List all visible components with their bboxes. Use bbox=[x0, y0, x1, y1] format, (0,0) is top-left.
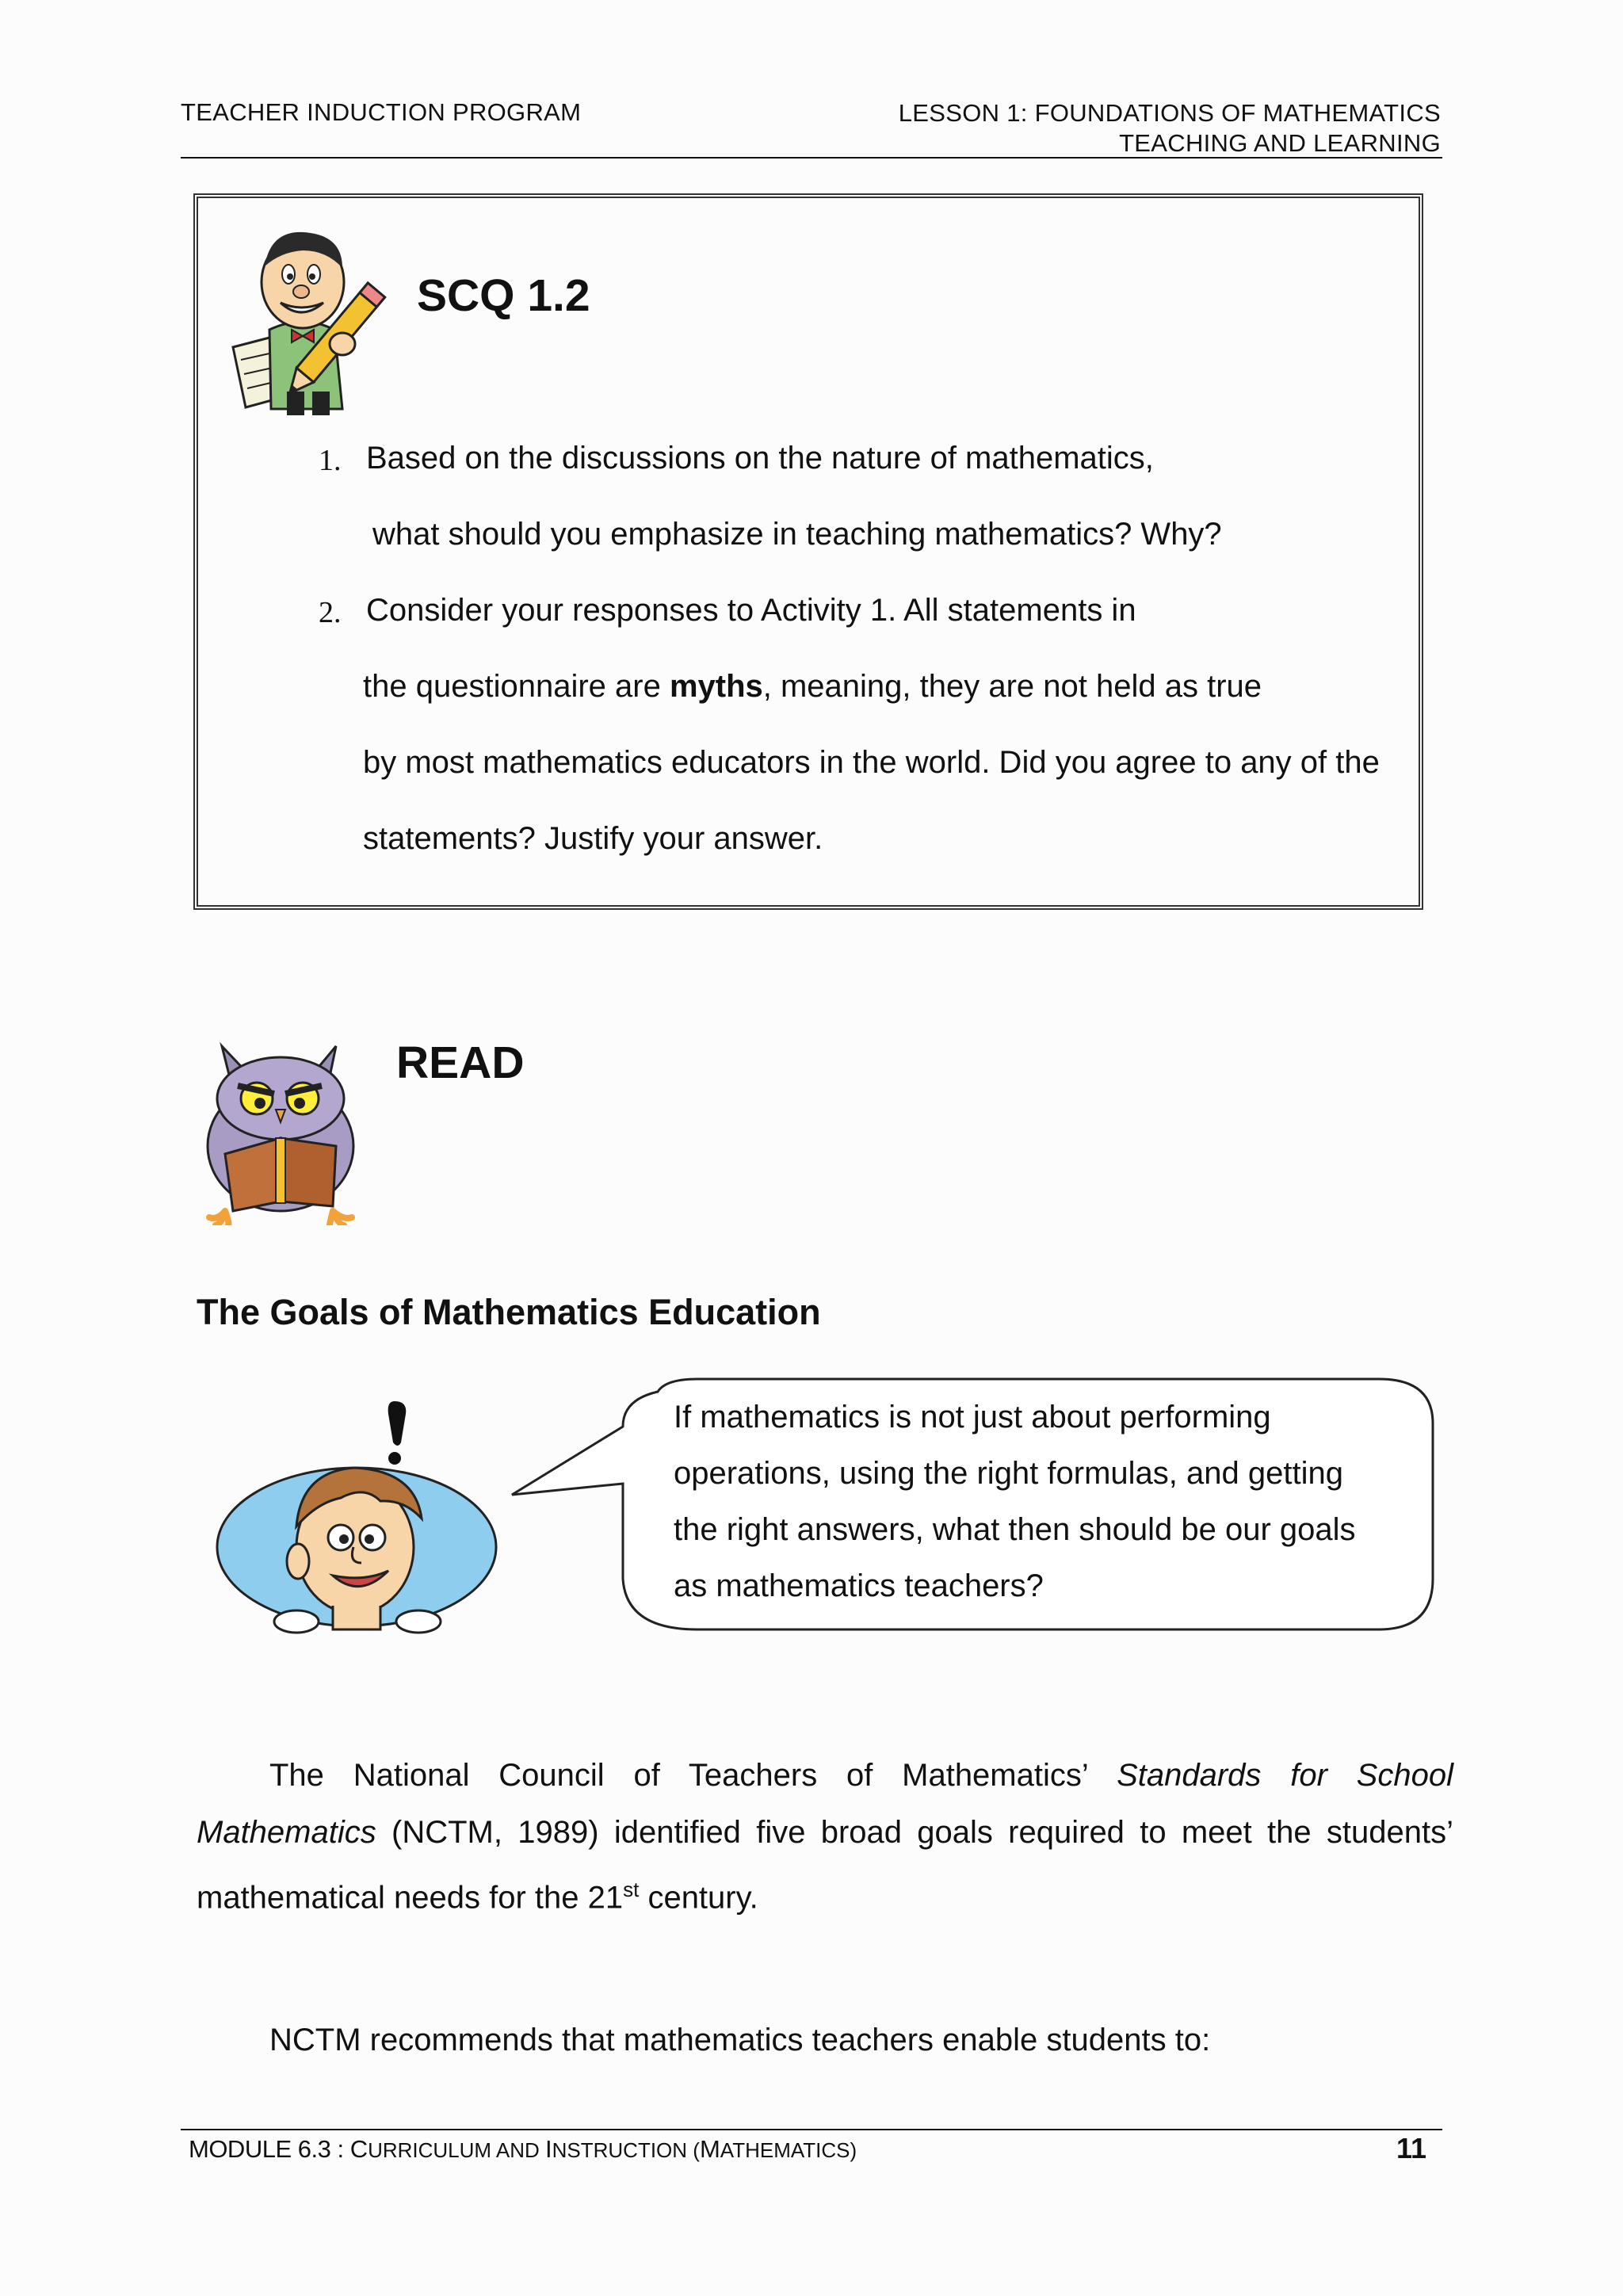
scq-item2-line3: by most mathematics educators in the world. Did you agree to any of the bbox=[363, 745, 1380, 780]
scq-item2-line2-pre: the questionnaire are bbox=[363, 669, 670, 704]
footer-rule bbox=[181, 2129, 1442, 2130]
footer-module-title bbox=[189, 2135, 857, 2164]
bubble-line-1: If mathematics is not just about performing bbox=[674, 1400, 1271, 1435]
p1-italic-title: Standards for School Mathematics bbox=[197, 1758, 1453, 1850]
p1-start: The National Council of Teachers of Mathematics’ bbox=[269, 1758, 1117, 1793]
reading-owl-icon bbox=[193, 1027, 384, 1225]
bubble-line-3: the right answers, what then should be our goals bbox=[674, 1512, 1356, 1547]
thinking-boy-icon bbox=[214, 1392, 515, 1637]
pencil-man-icon bbox=[223, 219, 390, 417]
footer-cap-m: M bbox=[699, 2135, 720, 2163]
footer-cap-i: I bbox=[545, 2135, 552, 2163]
p1-superscript: st bbox=[623, 1878, 640, 1901]
p1-mid: (NCTM, 1989) identified five broad goals required to meet the students’ mathematical needs for the 21 bbox=[197, 1815, 1453, 1916]
scq-item2-line1: Consider your responses to Activity 1. All statements in bbox=[366, 593, 1136, 628]
header-lesson-line1: LESSON 1: FOUNDATIONS OF MATHEMATICS bbox=[898, 99, 1441, 127]
scq-item2-line2-post: , meaning, they are not held as true bbox=[762, 669, 1262, 704]
scq-item2-line2 bbox=[363, 669, 1262, 705]
scq-item1-line2: what should you emphasize in teaching mathematics? Why? bbox=[372, 517, 1222, 552]
footer-cap-c: C bbox=[349, 2135, 369, 2163]
scq-title: SCQ 1.2 bbox=[417, 270, 590, 321]
paragraph-nctm-standards bbox=[197, 1747, 1453, 1926]
header-lesson-title bbox=[899, 98, 1441, 159]
header-lesson-line2: TEACHING AND LEARNING bbox=[1119, 129, 1441, 157]
footer-mathematics: ATHEMATICS) bbox=[720, 2138, 857, 2162]
p2-text: NCTM recommends that mathematics teachers enable students to: bbox=[269, 2023, 1211, 2057]
footer-curriculum: URRICULUM AND bbox=[368, 2138, 545, 2162]
scq-myths-bold: myths bbox=[669, 669, 763, 704]
bubble-line-4: as mathematics teachers? bbox=[674, 1568, 1044, 1603]
p1-end: century. bbox=[639, 1880, 758, 1916]
scq-item2-number: 2. bbox=[319, 596, 342, 629]
paragraph-nctm-recommends bbox=[197, 2011, 1453, 2069]
scq-item2-line4: statements? Justify your answer. bbox=[363, 821, 823, 856]
scq-item1-line1: Based on the discussions on the nature of mathematics, bbox=[366, 441, 1154, 476]
read-title: READ bbox=[396, 1037, 525, 1088]
bubble-line-2: operations, using the right formulas, and getting bbox=[674, 1456, 1343, 1491]
page-number: 11 bbox=[1396, 2132, 1427, 2164]
footer-instruction: NSTRUCTION ( bbox=[552, 2138, 700, 2162]
header-program-title: TEACHER INDUCTION PROGRAM bbox=[181, 98, 582, 126]
section-heading: The Goals of Mathematics Education bbox=[197, 1292, 821, 1332]
scq-item1-number: 1. bbox=[319, 444, 342, 477]
header-rule bbox=[181, 157, 1442, 159]
footer-module: MODULE 6.3 : bbox=[189, 2135, 350, 2163]
